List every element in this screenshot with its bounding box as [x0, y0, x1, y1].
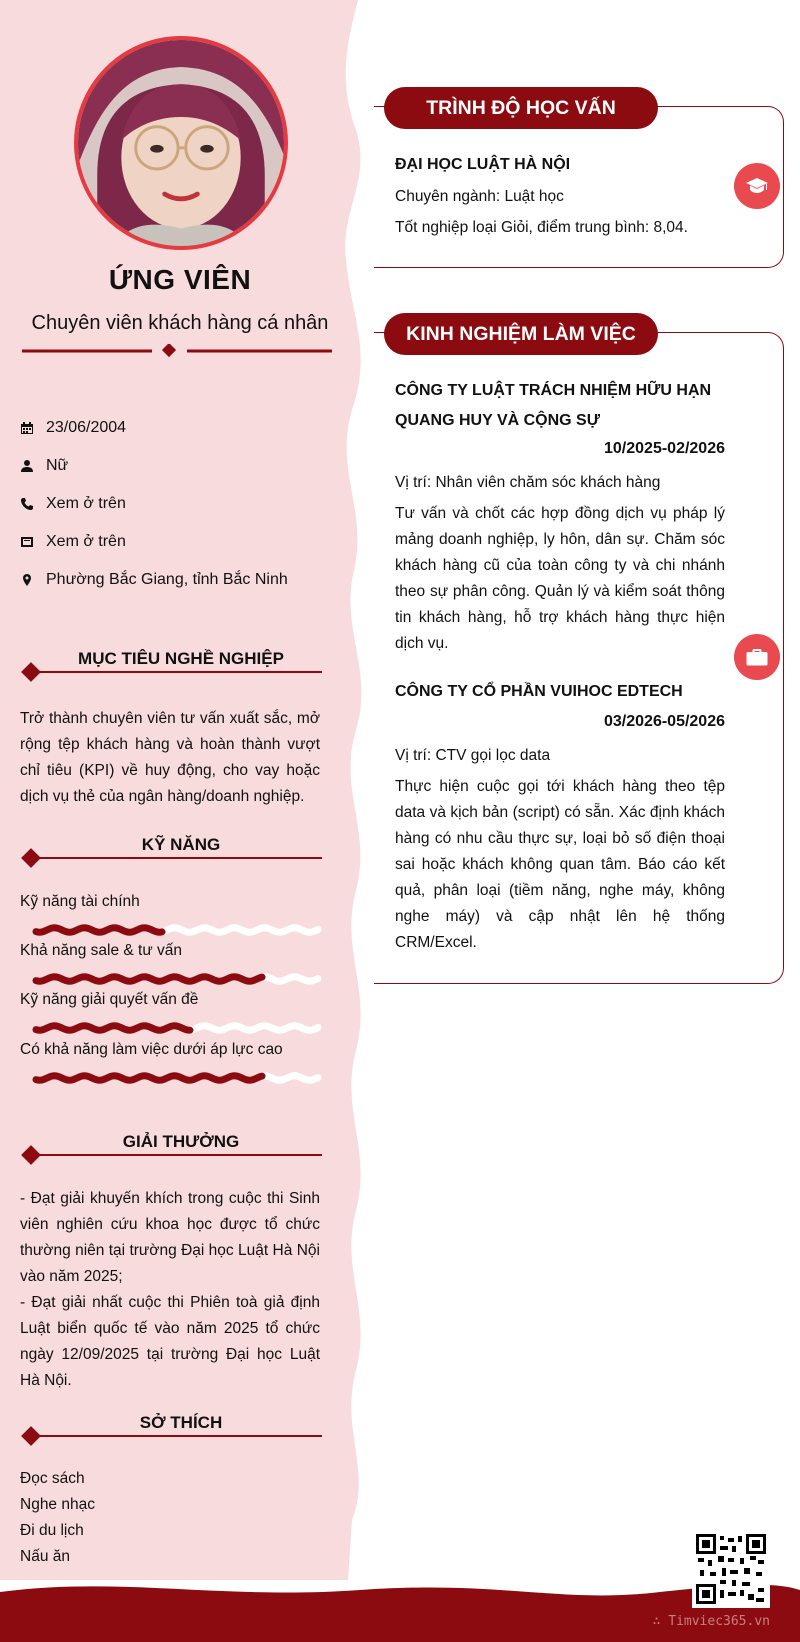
experience-heading: KINH NGHIỆM LÀM VIỆC	[384, 313, 658, 355]
job-period: 03/2026-05/2026	[604, 713, 725, 730]
contact-email	[20, 530, 126, 554]
objective-text: Trở thành chuyên viên tư vấn xuất sắc, mở rộng tệp khách hàng và hoàn thành vượt chỉ tiêu (KPI) về huy động, cho vay hoặc dịch vụ thẻ của ngân hàng/doanh nghiệp.	[20, 710, 320, 805]
job-description: Thực hiện cuộc gọi tới khách hàng theo tệp data và kịch bản (script) có sẵn. Xác định khách hàng có nhu cầu thực sự, loại bỏ số điện thoại sai hoặc khách không quan tâm. Báo cáo kết quả, phân loại (tiềm năng, nghe máy, không nghe máy) và cập nhật lên hệ thống CRM/Excel.	[395, 778, 725, 951]
title-divider	[22, 344, 332, 358]
contact-phone-text: Xem ở trên	[46, 495, 126, 512]
contact-birthdate-text: 23/06/2004	[46, 419, 127, 436]
award-item: - Đạt giải khuyến khích trong cuộc thi Sinh viên nghiên cứu khoa học được tổ chức thường niên tại trường Đại học Luật Hà Nội vào năm 2025;	[20, 1190, 320, 1285]
heading-rule	[36, 857, 322, 859]
qr-code[interactable]	[692, 1530, 770, 1608]
education-result: Tốt nghiệp loại Giỏi, điểm trung bình: 8,04.	[395, 219, 688, 236]
education-icon-badge	[734, 163, 780, 209]
contact-address	[20, 568, 288, 592]
skill-bar	[32, 971, 322, 987]
job-position: Vị trí: Nhân viên chăm sóc khách hàng	[395, 474, 661, 491]
job-description: Tư vấn và chốt các hợp đồng dịch vụ pháp lý mảng doanh nghiệp, ly hôn, dân sự. Chăm sóc khách hàng cũ của toàn công ty và chi nhánh theo sự phân công. Quản lý và kiểm soát thông tin khách hàng, hỗ trợ khách hàng thực hiện dịch vụ.	[395, 505, 725, 652]
contact-gender	[20, 454, 68, 478]
heading-rule	[36, 671, 322, 673]
skill-bar-fill	[36, 977, 262, 981]
award-item: - Đạt giải nhất cuộc thi Phiên toà giả định Luật biển quốc tế vào năm 2025 tổ chức ngày 12/09/2025 tại trường Đại học Luật Hà Nội.	[20, 1294, 320, 1389]
watermark: ∴ Timviec365.vn	[652, 1614, 770, 1629]
calendar-icon	[20, 419, 46, 437]
awards-heading	[20, 1132, 322, 1166]
skill-bar	[32, 1020, 322, 1036]
contact-address-text: Phường Bắc Giang, tỉnh Bắc Ninh	[46, 571, 288, 588]
job-period: 10/2025-02/2026	[604, 440, 725, 457]
graduation-cap-icon	[745, 174, 769, 198]
education-major: Chuyên ngành: Luật học	[395, 188, 564, 205]
experience-icon-badge	[734, 634, 780, 680]
skill-label: Có khả năng làm việc dưới áp lực cao	[20, 1041, 283, 1058]
objective-heading	[20, 649, 322, 683]
contact-gender-text: Nữ	[46, 457, 69, 474]
hobby-item: Nghe nhạc	[20, 1496, 95, 1513]
hobby-item: Đọc sách	[20, 1470, 85, 1487]
heading-rule	[36, 1154, 322, 1156]
skills-heading	[20, 835, 322, 869]
job-company: CÔNG TY CỔ PHẦN VUIHOC EDTECH	[395, 683, 683, 700]
job-position: Vị trí: CTV gọi lọc data	[395, 747, 551, 764]
objective-heading-label: MỤC TIÊU NGHỀ NGHIỆP	[78, 649, 284, 668]
skill-bar-fill	[36, 1076, 262, 1080]
skill-bar-fill	[36, 928, 162, 932]
contact-phone	[20, 492, 126, 516]
heading-rule	[36, 1435, 322, 1437]
briefcase-icon	[745, 645, 769, 669]
hobby-item: Nấu ăn	[20, 1548, 70, 1565]
job-company: CÔNG TY LUẬT TRÁCH NHIỆM HỮU HẠN QUANG HUY VÀ CỘNG SỰ	[395, 382, 712, 429]
location-pin-icon	[20, 571, 46, 589]
awards-heading-label: GIẢI THƯỞNG	[122, 1132, 240, 1151]
education-heading: TRÌNH ĐỘ HỌC VẤN	[384, 87, 658, 129]
hobbies-heading	[20, 1413, 322, 1447]
candidate-name: ỨNG VIÊN	[108, 264, 252, 295]
hobby-item: Đi du lịch	[20, 1522, 84, 1539]
skill-label: Kỹ năng tài chính	[20, 893, 140, 910]
avatar	[74, 36, 288, 250]
skills-heading-label: KỸ NĂNG	[141, 835, 221, 854]
hobbies-heading-label: SỞ THÍCH	[139, 1413, 223, 1432]
contact-email-text: Xem ở trên	[46, 533, 126, 550]
phone-icon	[20, 495, 46, 513]
email-icon	[20, 533, 46, 551]
skill-label: Kỹ năng giải quyết vấn đề	[20, 991, 199, 1008]
education-school: ĐẠI HỌC LUẬT HÀ NỘI	[395, 156, 571, 173]
job-title: Chuyên viên khách hàng cá nhân	[31, 312, 329, 334]
skill-label: Khả năng sale & tư vấn	[20, 942, 183, 959]
person-icon	[20, 457, 46, 475]
footer-wave	[0, 1570, 800, 1642]
skill-bar	[32, 922, 322, 938]
contact-birthdate	[20, 416, 126, 440]
skill-bar	[32, 1070, 322, 1086]
skill-bar-fill	[36, 1026, 190, 1030]
